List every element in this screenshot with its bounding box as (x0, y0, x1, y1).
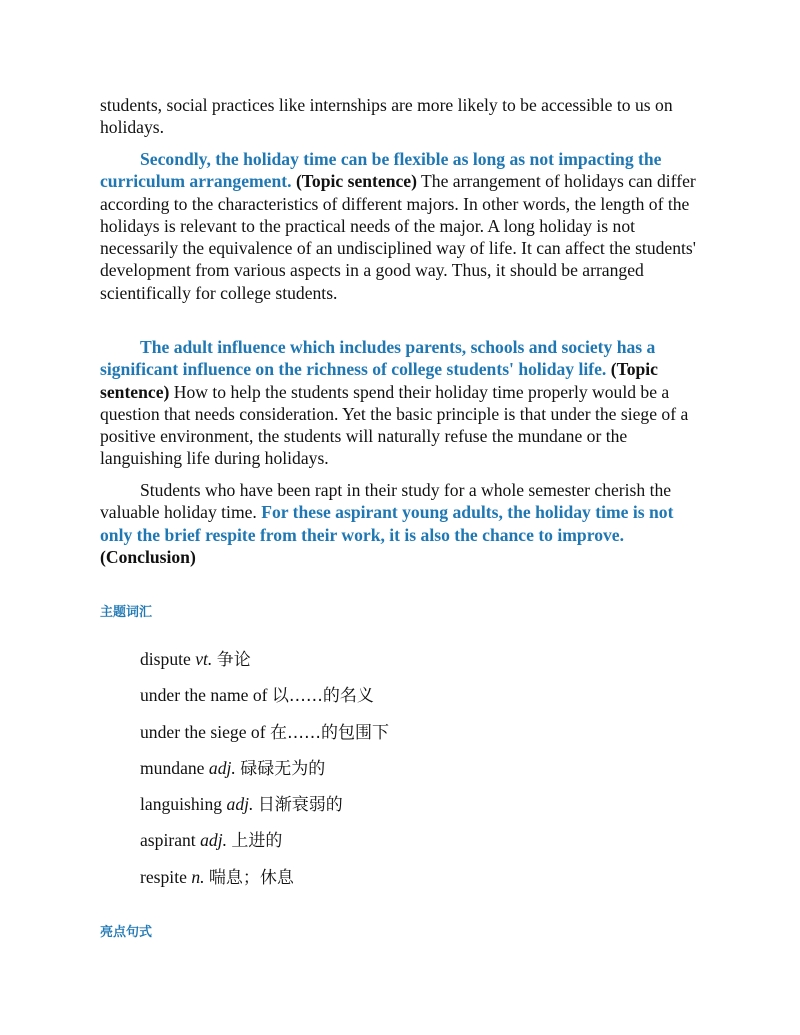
conclusion-sentence: For these aspirant young adults, the holiday time is not only the brief respite from their work, it is also the chance to improve. (100, 502, 674, 545)
topic-sentence-marker: (Topic sentence) (295, 171, 417, 192)
vocab-pos: vt. (195, 649, 213, 669)
vocab-word: aspirant (140, 830, 196, 851)
topic-sentence: The adult influence which includes parents, schools and society has a significant influence on the richness of college students' holiday life. (100, 337, 656, 380)
vocab-meaning: 以……的名义 (271, 686, 374, 707)
vocab-meaning: 争论 (216, 650, 251, 670)
vocab-item (140, 791, 389, 827)
paragraph-second-point (100, 148, 700, 304)
vocab-word: under the siege of (140, 721, 266, 742)
vocab-meaning: 碌碌无为的 (240, 758, 326, 779)
vocab-meaning: 上进的 (231, 831, 283, 852)
vocab-word: under the name of (140, 685, 268, 706)
vocab-pos: adj. (208, 757, 236, 778)
paragraph-body: How to help the students spend their holiday time properly would be a question that needs consideration. Yet the basic principle is that under the siege of a positive environment, the students will naturally refuse the mundane or the languishing life during holidays. (100, 381, 689, 469)
vocab-meaning: 在……的包围下 (269, 722, 389, 743)
vocab-meaning: 喘息；休息 (208, 867, 294, 888)
paragraph-adult-influence (100, 336, 700, 470)
paragraph-conclusion (100, 479, 700, 568)
paragraph-intro: Students who have been rapt in their study for a whole semester cherish the valuable holiday time. (100, 480, 672, 523)
vocab-word: languishing (140, 794, 223, 815)
vocab-pos: adj. (200, 830, 227, 851)
section-heading-vocab: 主题词汇 (100, 605, 153, 620)
topic-sentence: Secondly, the holiday time can be flexible as long as not impacting the curriculum arrangement. (100, 149, 662, 192)
vocab-item (140, 646, 389, 682)
conclusion-marker: (Conclusion) (100, 546, 196, 567)
vocab-item (140, 864, 389, 900)
paragraph-body: The arrangement of holidays can differ according to the characteristics of different majors. In other words, the length of the holidays is relevant to the practical needs of the major. A long holiday is not necessarily the equivalence of an undisciplined way of life. It can affect the students' development from various aspects in a good way. Thus, it should be arranged scientifically for college students. (100, 171, 696, 303)
vocab-meaning: 日渐衰弱的 (257, 795, 343, 816)
vocab-word: dispute (140, 649, 191, 669)
section-heading-sentences: 亮点句式 (100, 925, 153, 940)
vocab-word: mundane (140, 757, 205, 778)
vocab-list (140, 646, 389, 900)
vocab-pos: n. (191, 866, 205, 887)
vocab-item (140, 755, 389, 791)
paragraph-text: students, social practices like internships are more likely to be accessible to us on holidays. (100, 95, 673, 138)
vocab-pos: adj. (226, 794, 254, 815)
vocab-word: respite (140, 866, 187, 887)
paragraph-intro-tail (100, 94, 700, 139)
vocab-item (140, 682, 389, 718)
topic-sentence-marker: (Topic sentence) (100, 359, 658, 402)
vocab-item (140, 719, 389, 755)
vocab-item (140, 827, 389, 863)
